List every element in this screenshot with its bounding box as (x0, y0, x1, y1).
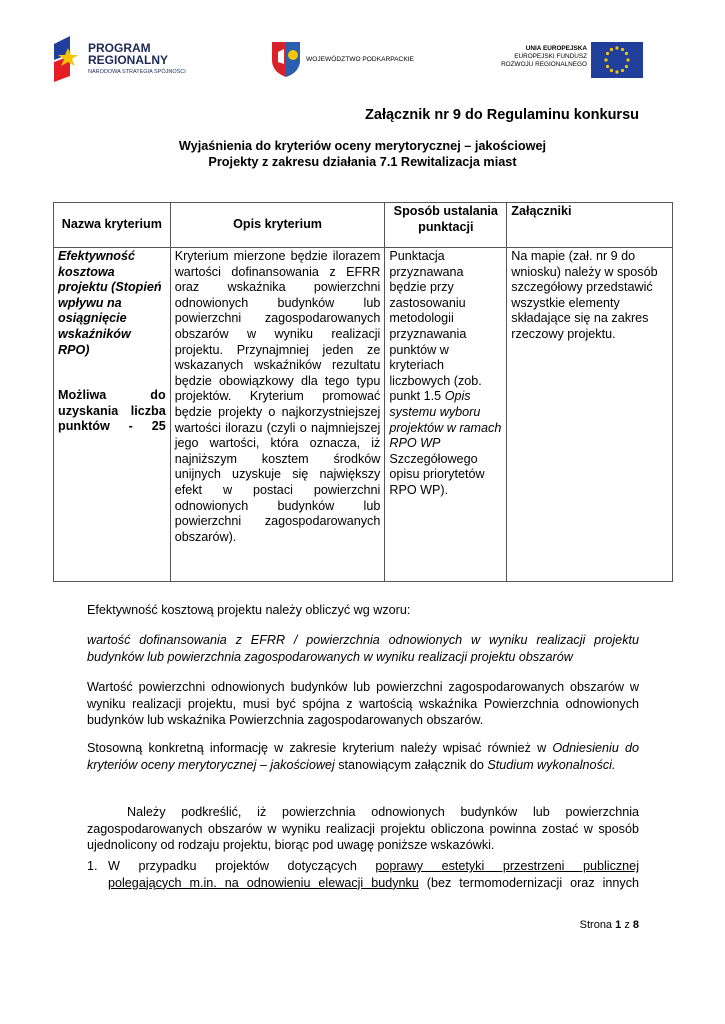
criterion-name-cell (54, 248, 171, 582)
header-attachments: Załączniki (507, 203, 673, 248)
p4-text-a: Stosowną konkretną informację w zakresie kryterium należy wpisać również w (87, 741, 553, 755)
criteria-table (53, 202, 673, 582)
document-title-line1: Wyjaśnienia do kryteriów oceny merytorycznej – jakościowej (178, 139, 547, 153)
item1-text-b: (bez termomodernizacji oraz innych (418, 875, 639, 890)
page-word: Strona (579, 919, 613, 931)
list-item-number: 1. (87, 859, 98, 873)
program-logo-sub: NARODOWA STRATEGIA SPÓJNOŚCI (88, 69, 186, 75)
eu-line2: EUROPEJSKI FUNDUSZ (514, 53, 587, 60)
table-row (54, 248, 673, 582)
eu-line3: ROZWOJU REGIONALNEGO (501, 61, 587, 68)
coat-of-arms-icon (270, 40, 302, 78)
item1-underline-1: poprawy estetyki przestrzeni publicznej (375, 859, 639, 873)
p4-italic-1: Odniesieniu do kryteriów oceny merytorycznej – jakościowej (87, 741, 639, 772)
scoring-text-2: Szczegółowego opisu priorytetów RPO WP). (389, 451, 485, 497)
header-description: Opis kryterium (170, 203, 385, 248)
p4-italic-2: Studium wykonalności. (487, 757, 616, 772)
scoring-text-italic: Opis systemu wyboru projektów w ramach RPO WP (389, 389, 502, 451)
formula: wartość dofinansowania z EFRR / powierzchnia odnowionych w wyniku realizacji projektu budynków lub powierzchnia zagospodarowanych w wyniku realizacji projektu obszarów (87, 633, 639, 664)
list-item (108, 858, 639, 891)
program-logo-line2: REGIONALNY (88, 53, 169, 67)
annex-title: Załącznik nr 9 do Regulaminu konkursu (365, 107, 639, 123)
program-logo-line1: PROGRAM (88, 41, 151, 55)
max-points: Możliwa do uzyskania liczba punktów - 25 (58, 388, 166, 434)
item1-text-a: W przypadku projektów dotyczących (108, 859, 376, 873)
paragraph-reference (87, 740, 639, 773)
paragraph-consistency: Wartość powierzchni odnowionych budynków lub powierzchni zagospodarowanych obszarów w wyniku realizacji projektu, musi być spójna z wartością wskaźnika Powierzchnia odnowionych budynków lub wskaźnika Powierzchnia zagospodarowanych obszarów. (87, 680, 639, 728)
eu-line1: UNIA EUROPEJSKA (525, 45, 587, 52)
program-star-icon (50, 36, 86, 82)
scoring-text-1: Punktacja przyznawana będzie przy zastosowaniu metodologii przyznawania punktów w kryteriach liczbowych (zob. punkt 1.5 (389, 249, 482, 404)
paragraph-emphasis: Należy podkreślić, iż powierzchnia odnowionych budynków lub powierzchnia zagospodarowanych obszarów w wyniku realizacji projektu obliczona powinna zostać w sposób ujednolicony od rodzaju projektu, biorąc pod uwagę poniższe wskazówki. (87, 805, 639, 853)
page-total: 8 (632, 919, 639, 931)
eu-flag-icon (591, 42, 643, 78)
page-current: 1 (615, 919, 622, 931)
attachments-text: Na mapie (zał. nr 9 do wniosku) należy w sposób szczegółowy przedstawić wszystkie elementy składające się na zakres rzeczowy projektu. (507, 248, 673, 582)
criterion-name: Efektywność kosztowa projektu (Stopień wpływu na osiągnięcie wskaźników RPO) (58, 249, 162, 357)
page-number (580, 919, 639, 931)
podkarpackie-logo (270, 40, 445, 80)
eu-logo (493, 40, 645, 80)
header-criterion-name: Nazwa kryterium (54, 203, 171, 248)
header-scoring: Sposób ustalania punktacji (385, 203, 507, 248)
scoring-method (385, 248, 507, 582)
document-title-line2: Projekty z zakresu działania 7.1 Rewitalizacja miast (208, 155, 517, 169)
page-of: z (624, 919, 630, 931)
paragraph-formula-intro: Efektywność kosztową projektu należy obliczyć wg wzoru: (87, 603, 411, 617)
p4-text-b: stanowiącym załącznik do (334, 757, 488, 772)
program-regionalny-logo (50, 36, 200, 82)
item1-underline-2: polegających m.in. na odnowieniu elewacji budynku (108, 875, 419, 890)
criterion-description: Kryterium mierzone będzie ilorazem wartości dofinansowania z EFRR oraz wskaźnika powierzchni odnowionych budynków lub powierzchni zagospodarowanych obszarów w wyniku realizacji projektu. Przynajmniej jeden ze wskazanych wskaźników rezultatu będzie obowiązkowy dla tego typu projektów. Kryterium promować będzie projekty o najkorzystniejszej wartości ilorazu (czyli o najmniejszej jego wartości, która oznacza, iż najniższym kosztem środków unijnych uzyskuje się największy efekt w postaci powierzchni odnowionych budynków lub powierzchni zagospodarowanych obszarów). (170, 248, 385, 582)
table-header-row (54, 203, 673, 248)
voivodeship-label: WOJEWÓDZTWO PODKARPACKIE (306, 56, 414, 63)
